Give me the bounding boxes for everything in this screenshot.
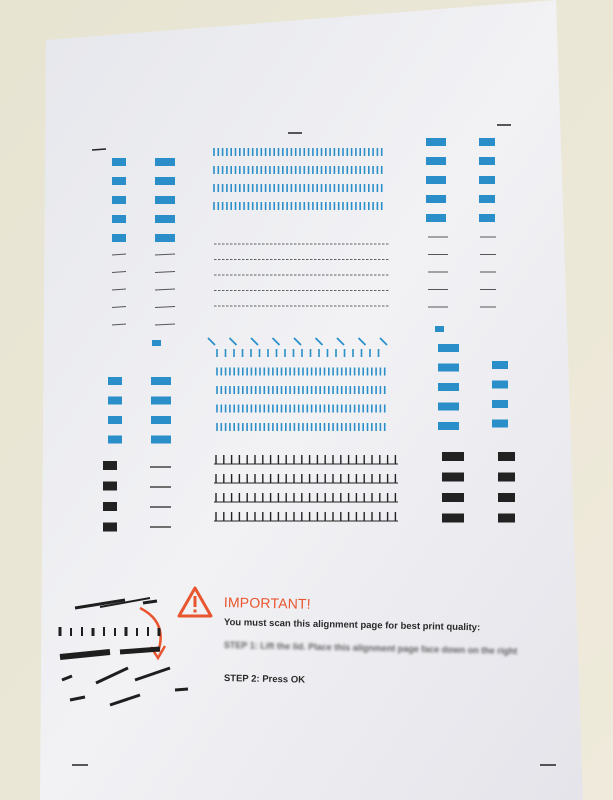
instruction-line-1: You must scan this alignment page for best print quality: — [223, 617, 481, 634]
cyan-block — [479, 214, 495, 222]
illustration-stroke — [143, 601, 157, 603]
registration-mark — [92, 149, 106, 150]
black-block — [103, 461, 117, 470]
black-block — [498, 473, 515, 482]
cyan-block — [492, 400, 508, 408]
cyan-block — [155, 215, 175, 223]
cyan-block — [155, 234, 175, 242]
cyan-block — [112, 234, 126, 242]
cyan-block — [151, 436, 171, 444]
important-heading: IMPORTANT! — [223, 594, 312, 612]
cyan-block — [426, 157, 446, 165]
cyan-block — [155, 158, 175, 166]
cyan-block — [151, 416, 171, 424]
cyan-block — [108, 377, 122, 385]
cyan-block — [112, 158, 126, 166]
cyan-block — [479, 157, 495, 165]
cyan-block — [155, 196, 175, 204]
instruction-line-3: STEP 2: Press OK — [223, 673, 306, 686]
cyan-block — [112, 196, 126, 204]
instruction-line-2: STEP 1: Lift the lid. Place this alignment page face down on the right — [223, 640, 518, 657]
cyan-block — [151, 377, 171, 385]
cyan-block — [151, 397, 171, 405]
cyan-block — [438, 422, 459, 430]
cyan-block — [438, 383, 459, 391]
black-block — [103, 482, 117, 491]
cyan-block — [108, 397, 122, 405]
cyan-block — [479, 138, 495, 146]
cyan-block — [108, 416, 122, 424]
cyan-block — [438, 364, 459, 372]
cyan-block — [492, 381, 508, 389]
black-block — [498, 452, 515, 461]
cyan-block — [492, 420, 508, 428]
cyan-block — [435, 326, 444, 332]
cyan-block — [438, 344, 459, 352]
cyan-block — [155, 177, 175, 185]
illustration-stroke — [175, 689, 188, 690]
cyan-block — [152, 340, 161, 346]
cyan-block — [426, 138, 446, 146]
cyan-block — [426, 176, 446, 184]
cyan-block — [426, 214, 446, 222]
black-block — [498, 514, 515, 523]
cyan-block — [112, 177, 126, 185]
cyan-block — [479, 195, 495, 203]
black-block — [498, 493, 515, 502]
cyan-block — [492, 361, 508, 369]
cyan-block — [112, 215, 126, 223]
black-block — [442, 493, 464, 502]
cyan-block — [438, 403, 459, 411]
black-block — [103, 523, 117, 532]
black-block — [103, 502, 117, 511]
cyan-block — [479, 176, 495, 184]
cyan-block — [426, 195, 446, 203]
black-block — [442, 473, 464, 482]
black-block — [442, 514, 464, 523]
cyan-block — [108, 436, 122, 444]
illustration-stroke — [120, 649, 160, 652]
black-block — [442, 452, 464, 461]
